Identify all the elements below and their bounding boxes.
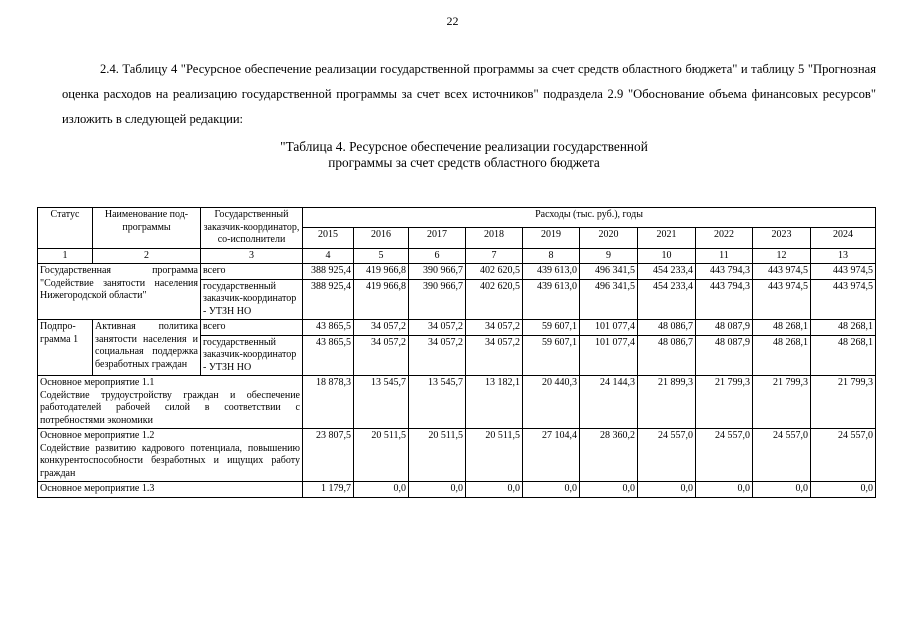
value-cell: 48 086,7	[638, 320, 696, 336]
value-cell: 21 799,3	[753, 376, 811, 429]
value-cell: 0,0	[409, 482, 466, 498]
table-caption: "Таблица 4. Ресурсное обеспечение реализации государственной программы за счет средств областного бюджета	[280, 139, 648, 170]
column-number: 5	[354, 248, 409, 264]
column-number: 7	[466, 248, 523, 264]
measure-description: Содействие развитию кадрового потенциала, повышению конкурентоспособности безработных и ищущих работу граждан	[40, 442, 300, 479]
value-cell: 101 077,4	[580, 335, 638, 376]
value-cell: 1 179,7	[303, 482, 354, 498]
value-cell: 13 182,1	[466, 376, 523, 429]
value-cell: 34 057,2	[466, 335, 523, 376]
value-cell: 443 974,5	[811, 264, 876, 280]
column-number: 9	[580, 248, 638, 264]
value-cell: 34 057,2	[354, 320, 409, 336]
program-title: Государственная программа "Содействие занятости населения Нижегородской области"	[38, 264, 201, 320]
value-cell: 402 620,5	[466, 264, 523, 280]
value-cell: 0,0	[466, 482, 523, 498]
measure-title: Основное мероприятие 1.2	[40, 430, 155, 441]
value-cell: 24 144,3	[580, 376, 638, 429]
year-header: 2023	[753, 228, 811, 248]
column-number: 1	[38, 248, 93, 264]
value-cell: 439 613,0	[523, 264, 580, 280]
column-number: 12	[753, 248, 811, 264]
value-cell: 48 268,1	[753, 335, 811, 376]
value-cell: 13 545,7	[409, 376, 466, 429]
value-cell: 34 057,2	[466, 320, 523, 336]
year-header: 2015	[303, 228, 354, 248]
value-cell: 21 799,3	[811, 376, 876, 429]
value-cell: 59 607,1	[523, 335, 580, 376]
value-cell: 21 899,3	[638, 376, 696, 429]
value-cell: 24 557,0	[638, 429, 696, 482]
value-cell: 454 233,4	[638, 264, 696, 280]
row-label: государственный заказчик-координатор - УТЗН НО	[201, 279, 303, 320]
row-label: всего	[201, 320, 303, 336]
value-cell: 0,0	[696, 482, 753, 498]
intro-text: 2.4. Таблицу 4 "Ресурсное обеспечение реализации государственной программы за счет средств областного бюджета" и таблицу 5 "Прогнозная оценка расходов на реализацию государственной программы за счет всех источников" подраздела 2.9 "Обоснование объема финансовых ресурсов" изложить в следующей редакции:	[62, 62, 876, 126]
year-header: 2019	[523, 228, 580, 248]
page-number: 22	[446, 14, 459, 28]
intro-paragraph	[62, 57, 876, 132]
subprogram-row	[38, 320, 876, 336]
subprogram-status: Подпро-грамма 1	[38, 320, 93, 376]
value-cell: 48 268,1	[811, 320, 876, 336]
value-cell: 419 966,8	[354, 264, 409, 280]
value-cell: 18 878,3	[303, 376, 354, 429]
year-header: 2022	[696, 228, 753, 248]
year-header: 2017	[409, 228, 466, 248]
column-number: 3	[201, 248, 303, 264]
value-cell: 443 974,5	[811, 279, 876, 320]
measure-row	[38, 429, 876, 482]
row-label: всего	[201, 264, 303, 280]
value-cell: 101 077,4	[580, 320, 638, 336]
value-cell: 21 799,3	[696, 376, 753, 429]
year-header: 2021	[638, 228, 696, 248]
value-cell: 48 268,1	[811, 335, 876, 376]
value-cell: 59 607,1	[523, 320, 580, 336]
year-header: 2020	[580, 228, 638, 248]
value-cell: 390 966,7	[409, 279, 466, 320]
year-header: 2016	[354, 228, 409, 248]
value-cell: 388 925,4	[303, 279, 354, 320]
value-cell: 390 966,7	[409, 264, 466, 280]
value-cell: 43 865,5	[303, 320, 354, 336]
measure-cell	[38, 429, 303, 482]
value-cell: 48 086,7	[638, 335, 696, 376]
value-cell: 388 925,4	[303, 264, 354, 280]
measure-title: Основное мероприятие 1.3	[40, 483, 155, 494]
value-cell: 402 620,5	[466, 279, 523, 320]
program-row	[38, 264, 876, 280]
measure-cell	[38, 482, 303, 498]
subprogram-name: Активная политика занятости населения и социальная поддержка безработных граждан	[93, 320, 201, 376]
value-cell: 0,0	[580, 482, 638, 498]
value-cell: 443 974,5	[753, 279, 811, 320]
value-cell: 24 557,0	[696, 429, 753, 482]
value-cell: 34 057,2	[354, 335, 409, 376]
value-cell: 20 511,5	[354, 429, 409, 482]
measure-title: Основное мероприятие 1.1	[40, 377, 155, 388]
value-cell: 24 557,0	[811, 429, 876, 482]
value-cell: 443 794,3	[696, 264, 753, 280]
value-cell: 13 545,7	[354, 376, 409, 429]
value-cell: 28 360,2	[580, 429, 638, 482]
value-cell: 43 865,5	[303, 335, 354, 376]
value-cell: 23 807,5	[303, 429, 354, 482]
value-cell: 496 341,5	[580, 279, 638, 320]
value-cell: 443 794,3	[696, 279, 753, 320]
value-cell: 0,0	[523, 482, 580, 498]
value-cell: 0,0	[638, 482, 696, 498]
value-cell: 48 268,1	[753, 320, 811, 336]
value-cell: 34 057,2	[409, 335, 466, 376]
header-status: Статус	[38, 208, 93, 249]
value-cell: 439 613,0	[523, 279, 580, 320]
value-cell: 20 511,5	[466, 429, 523, 482]
value-cell: 0,0	[354, 482, 409, 498]
value-cell: 27 104,4	[523, 429, 580, 482]
value-cell: 454 233,4	[638, 279, 696, 320]
value-cell: 0,0	[753, 482, 811, 498]
value-cell: 24 557,0	[753, 429, 811, 482]
value-cell: 48 087,9	[696, 335, 753, 376]
header-name: Наименование под-программы	[93, 208, 201, 249]
value-cell: 443 974,5	[753, 264, 811, 280]
header-customer: Государственный заказчик-координатор, со-исполнители	[201, 208, 303, 249]
column-number: 13	[811, 248, 876, 264]
column-numbers-row	[38, 248, 876, 264]
column-number: 10	[638, 248, 696, 264]
year-header: 2018	[466, 228, 523, 248]
measure-description: Содействие трудоустройству граждан и обеспечение работодателей рабочей силой в соответствии с потребностями экономики	[40, 389, 300, 426]
column-number: 8	[523, 248, 580, 264]
budget-table	[37, 207, 876, 498]
year-header: 2024	[811, 228, 876, 248]
row-label: государственный заказчик-координатор - УТЗН НО	[201, 335, 303, 376]
measure-row	[38, 376, 876, 429]
value-cell: 496 341,5	[580, 264, 638, 280]
measure-cell	[38, 376, 303, 429]
value-cell: 0,0	[811, 482, 876, 498]
value-cell: 20 511,5	[409, 429, 466, 482]
value-cell: 48 087,9	[696, 320, 753, 336]
budget-table-body	[38, 208, 876, 498]
value-cell: 20 440,3	[523, 376, 580, 429]
column-number: 2	[93, 248, 201, 264]
value-cell: 419 966,8	[354, 279, 409, 320]
header-expenses: Расходы (тыс. руб.), годы	[303, 208, 876, 228]
column-number: 4	[303, 248, 354, 264]
measure-row	[38, 482, 876, 498]
value-cell: 34 057,2	[409, 320, 466, 336]
column-number: 11	[696, 248, 753, 264]
column-number: 6	[409, 248, 466, 264]
